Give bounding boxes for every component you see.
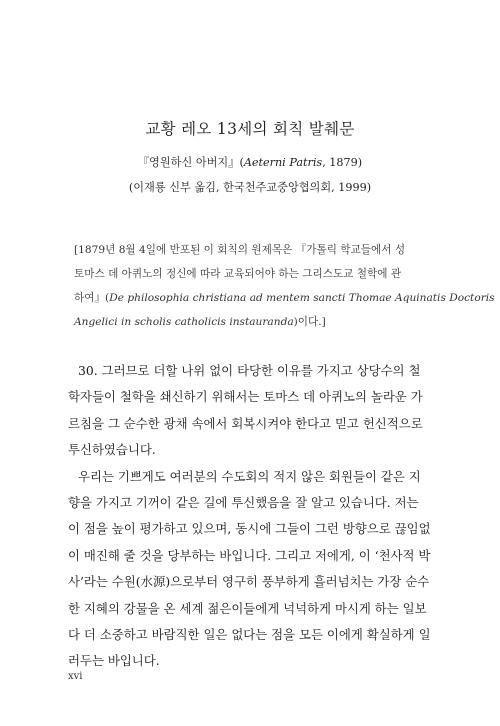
note-line: 토마스 데 아퀴노의 정신에 따라 교육되어야 하는 그리스도교 철학에 관 [74,268,402,280]
paren-open: ( [239,156,244,169]
paragraph-2-line: 다 더 소중하고 바람직한 일은 없다는 점을 모든 이에게 확실하게 일 [68,627,431,643]
paragraph-30-line: 학자들이 철학을 쇄신하기 위해서는 토마스 데 아퀴노의 놀라운 가 [68,389,423,405]
page-number: xvi [68,671,83,682]
editorial-note [74,238,495,334]
paragraph-30-line: 투신하였습니다. [68,442,156,458]
paragraph-30-line: 르침을 그 순수한 광채 속에서 회복시켜야 한다고 믿고 헌신적으로 [68,415,423,431]
paragraph-2-line: 이 점을 높이 평가하고 있으며, 동시에 그들이 그런 방향으로 끊임없 [68,521,431,537]
note-prefix: 하여』( [74,292,110,304]
latin-original-title-cont: Angelici in scholis catholicis instauranda [74,316,294,328]
paragraph-2-line: 우리는 기쁘게도 여러분의 수도회의 적지 않은 회원들이 같은 지 [78,468,421,484]
paragraph-2-line: 이 매진해 줄 것을 당부하는 바입니다. 그리고 저에게, 이 ‘천사적 박 [68,547,431,563]
translation-credit: (이재룡 신부 옮김, 한국천주교중앙협의회, 1999) [128,181,372,194]
page-title: 교황 레오 13세의 회칙 발췌문 [145,120,355,138]
paragraph-2-line: 향을 가지고 기꺼이 같은 길에 투신했음을 잘 알고 있습니다. 저는 [68,495,419,511]
latin-original-title: De philosophia christiana ad mentem sancti Thomae Aquinatis Doctoris [109,292,495,304]
note-line [74,310,434,334]
paragraph-2-line: 사’라는 수원(水源)으로부터 영구히 풍부하게 흘러넘치는 가장 순수 [68,574,430,590]
encyclical-year: , 1879) [322,156,363,169]
paragraph-30-line: 30. 그러므로 더할 나위 없이 타당한 이유를 가지고 상당수의 철 [78,363,421,378]
note-line [74,286,495,310]
body-text [68,358,438,675]
paragraph-2-line: 러두는 바입니다. [68,653,160,669]
encyclical-latin-title: Aeterni Patris [243,156,323,169]
paragraph-2-line: 한 지혜의 강물을 온 세계 젊은이들에게 넉넉하게 마시게 하는 일보 [68,600,427,616]
note-line: [1879년 8월 4일에 반포된 이 회칙의 원제목은 『가톨릭 학교들에서 성 [74,244,406,256]
encyclical-korean-title: 『영원하신 아버지』 [137,156,240,169]
note-suffix: )이다.] [293,316,326,328]
source-citation [0,154,500,170]
